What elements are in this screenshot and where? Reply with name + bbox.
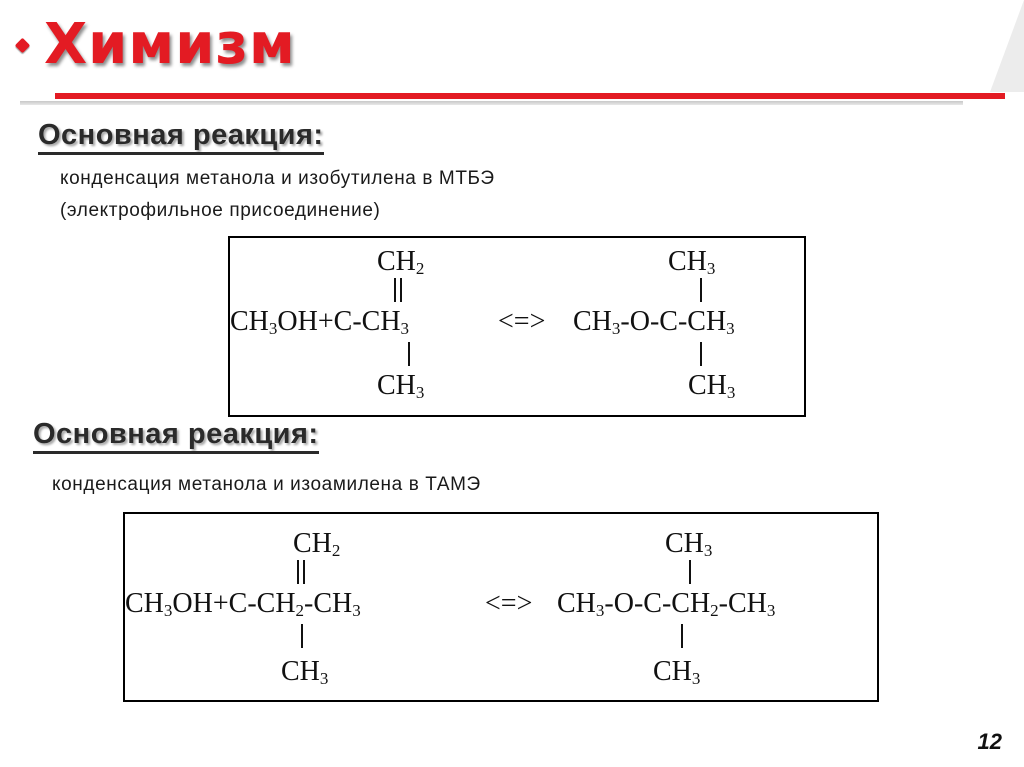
reaction1-top-left-group: $CH_2$ [377, 246, 425, 278]
reaction1-double-bond-a [394, 278, 396, 302]
reaction1-bottom-left-group: $CH_3$ [377, 370, 425, 402]
reaction2-main-right: $CH_3-O-C-CH_2-CH_3$ [557, 588, 776, 620]
section2-heading: Основная реакция: [33, 418, 319, 451]
section1-description-line2: (электрофильное присоединение) [60, 200, 381, 221]
reaction2-main-left: $CH_3OH+C-CH_2-CH_3$ [125, 588, 361, 620]
reaction1-bottom-right-group: $CH_3$ [688, 370, 736, 402]
reaction2-top-left-group: $CH_2$ [293, 528, 341, 560]
reaction1-main-right: $CH_3-O-C-CH_3$ [573, 306, 735, 338]
page-curl-decoration [990, 0, 1024, 92]
reaction1-main-left: $CH_3OH+C-CH_3$ [230, 306, 410, 338]
reaction1-box [228, 236, 806, 417]
reaction2-bottom-right-group: $CH_3$ [653, 656, 701, 688]
reaction1-bottom-right-bond [700, 342, 702, 366]
title-divider-red [55, 93, 1005, 99]
section2-heading-underline [33, 451, 319, 454]
reaction1-top-right-bond [700, 278, 702, 302]
reaction1-bottom-left-bond [408, 342, 410, 366]
reaction2-top-right-bond [689, 560, 691, 584]
reaction2-arrow: <=> [485, 588, 533, 619]
section1-heading: Основная реакция: [38, 119, 324, 152]
reaction1-double-bond-b [400, 278, 402, 302]
reaction2-double-bond-b [303, 560, 305, 584]
page-number: 12 [977, 729, 1002, 754]
section2-description-line1: конденсация метанола и изоамилена в ТАМЭ [52, 474, 481, 495]
reaction2-top-right-group: $CH_3$ [665, 528, 713, 560]
title-divider-gray [20, 101, 963, 105]
reaction2-bottom-right-bond [681, 624, 683, 648]
reaction2-bottom-left-bond [301, 624, 303, 648]
reaction1-arrow: <=> [498, 306, 546, 337]
reaction2-box [123, 512, 879, 702]
section1-heading-underline [38, 152, 324, 155]
reaction2-double-bond-a [297, 560, 299, 584]
reaction1-top-right-group: $CH_3$ [668, 246, 716, 278]
section1-description-line1: конденсация метанола и изобутилена в МТБЭ [60, 168, 495, 189]
slide-title: Химизм [44, 12, 296, 77]
diamond-bullet-icon [15, 38, 31, 54]
reaction2-bottom-left-group: $CH_3$ [281, 656, 329, 688]
